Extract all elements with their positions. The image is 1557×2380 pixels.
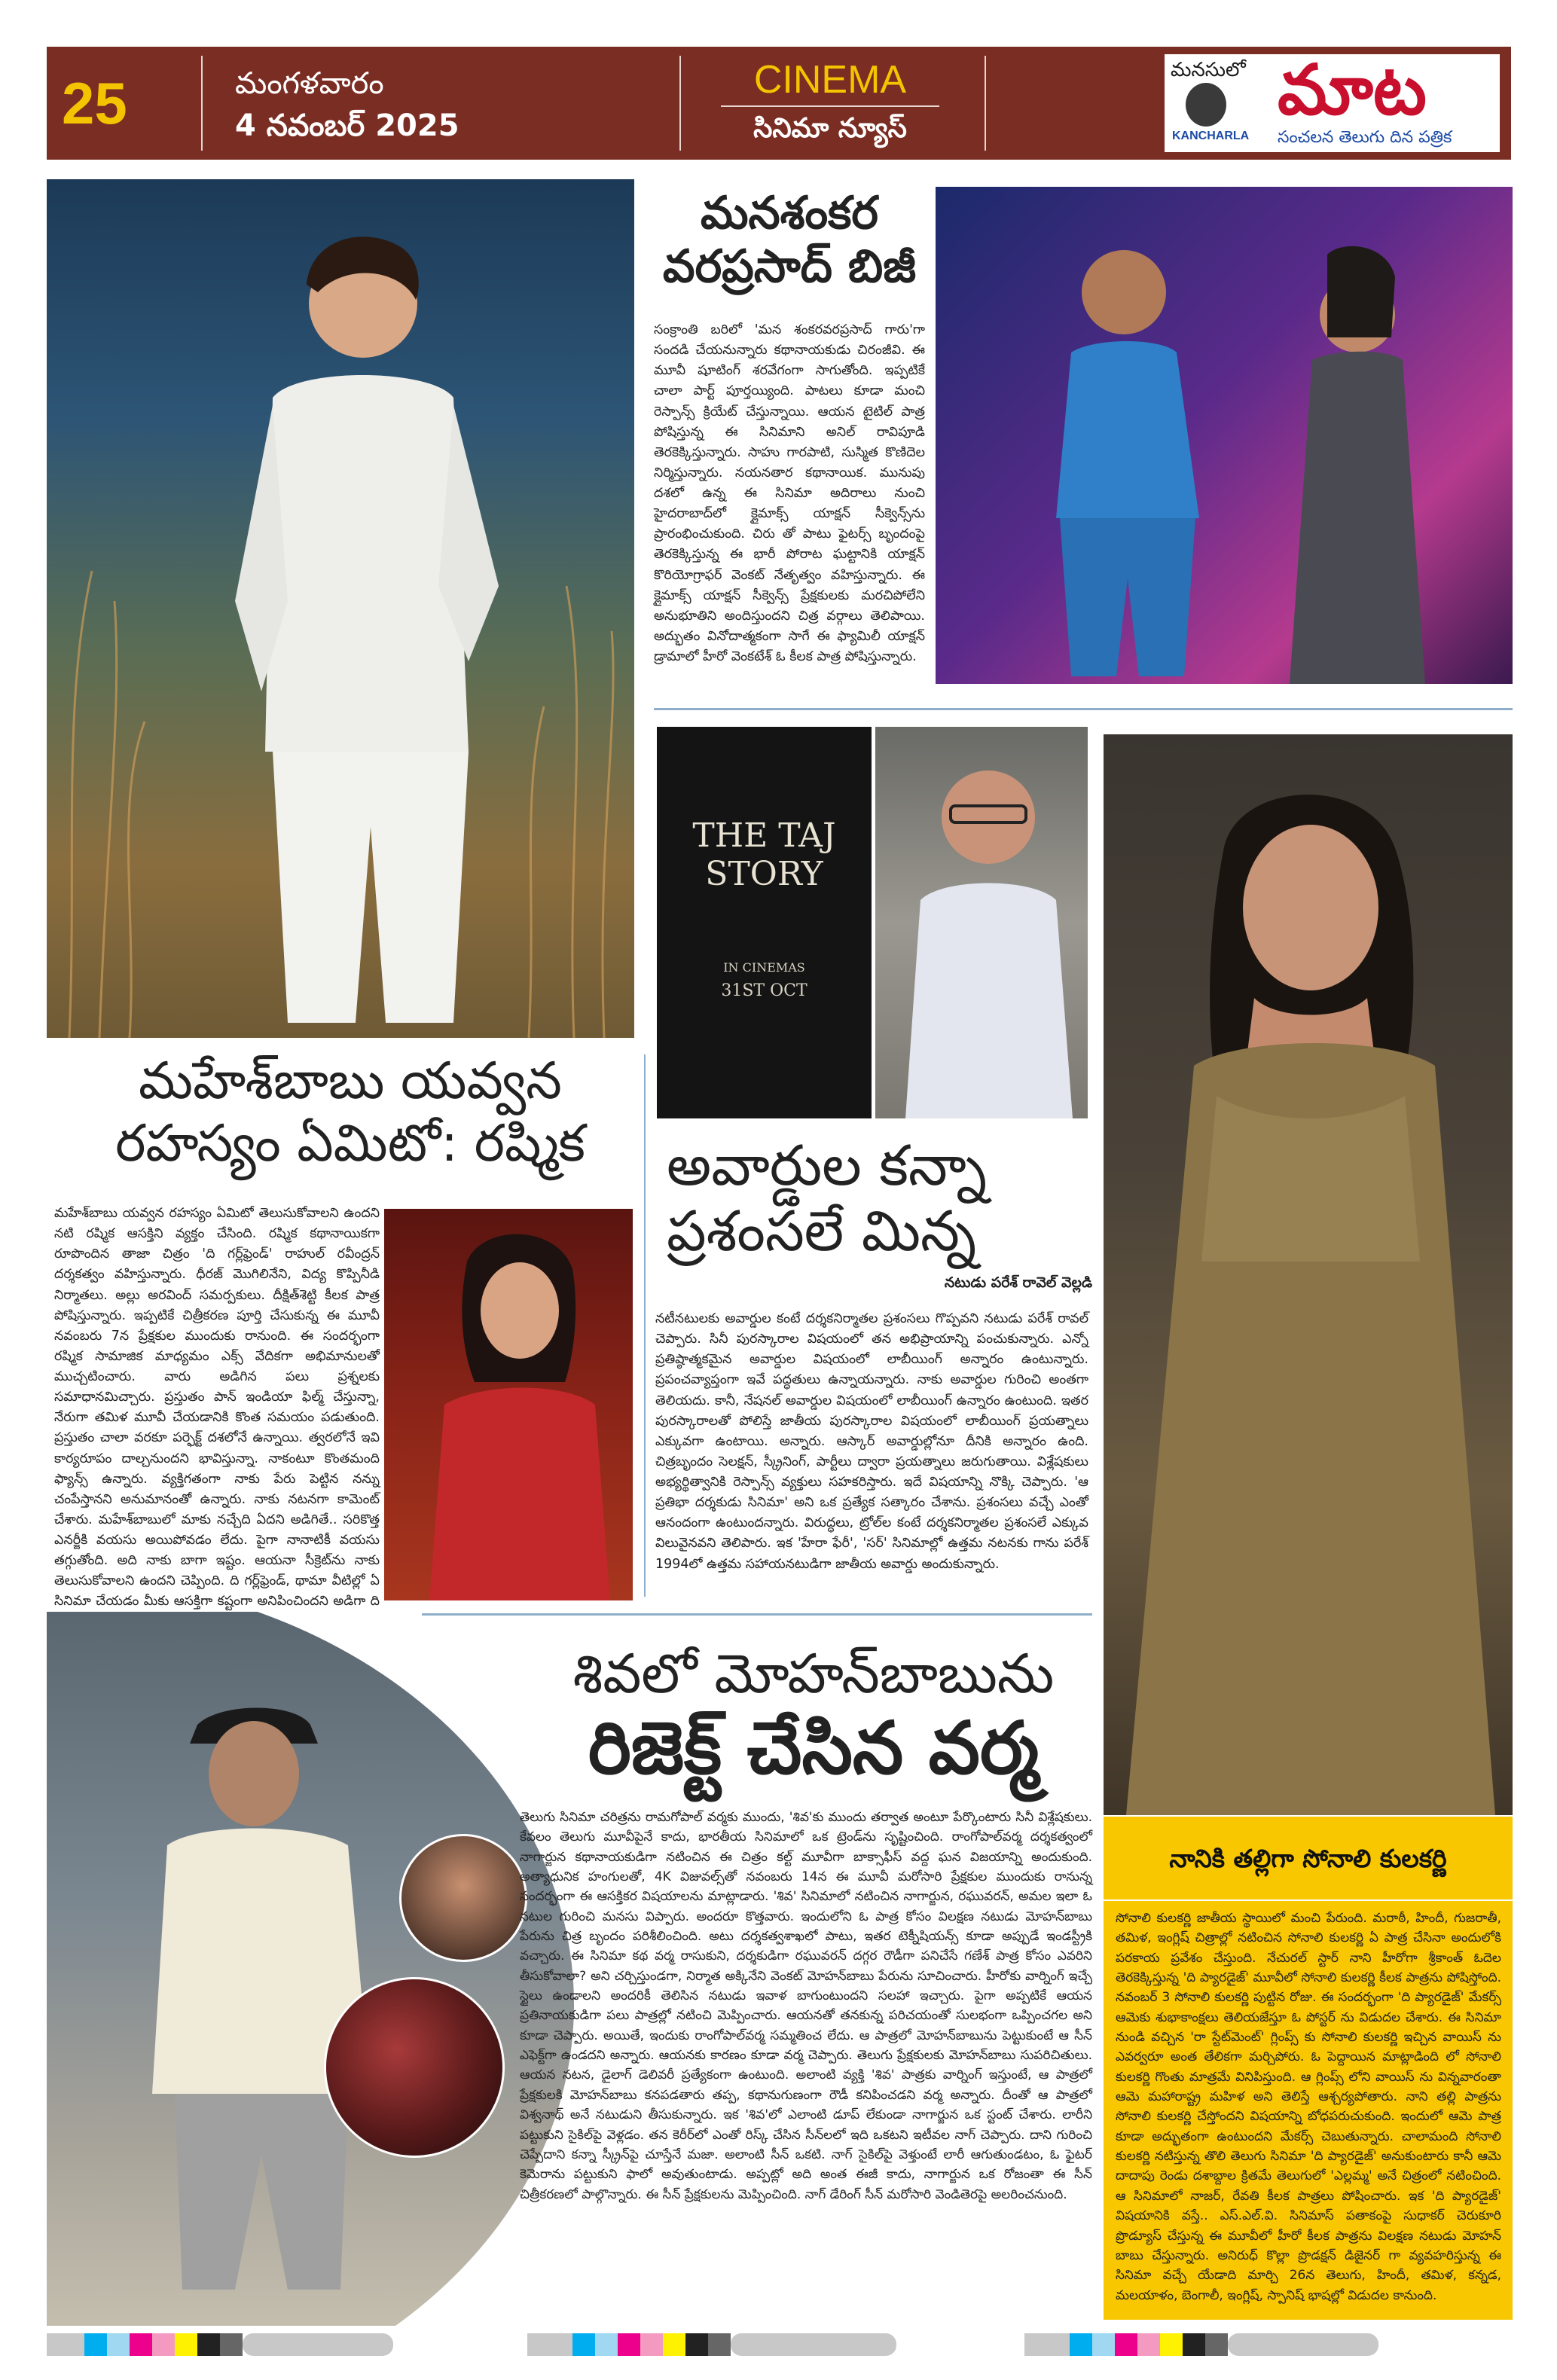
paresh-headline-line1: అవార్డుల కన్నా [667,1134,987,1198]
rashmika-headline-line1: మహేశ్‌బాబు యవ్వన [139,1051,562,1111]
chiranjeevi-headline-line1: మనశంకర [701,187,878,240]
varma-article-body: తెలుగు సినిమా చరిత్రను రామగోపాల్ వర్మకు ముందు, 'శివ'కు ముందు తర్వాత అంటూ పేర్కొంటారు సినీ విశ్లేషకులు. కేవలం తెలుగు మూవీపైనే కాదు, భారతీయ సినిమాలో ఒక ట్రెండ్‌ను సృష్టించింది. రాంగోపాల్‌వర్మ దర్శకత్వంలో నాగార్జున కథానాయకుడిగా నటించిన ఈ చిత్రం కల్ట్ మూవీగా బాక్సాఫీస్ వద్ద ఘన విజయాన్ని అందుకుంది. అత్యాధునిక హంగులతో, 4K విజువల్స్‌తో నవంబరు 14న ఈ మూవీ మరోసారి ప్రేక్షకుల ముందుకు రానున్న సందర్భంగా ఈ ఆసక్తికర విషయాలను మాట్లాడారు. 'శివ' సినిమాలో నటించిన నాగార్జున, రఘువరన్, అమల ఇలా ఓ నటుల గురించి మనసు విప్పారు. అందరూ కొత్తవారు. ఇందులోని ఓ పాత్ర కోసం విలక్షణ నటుడు మోహన్‌బాబు పేరును చిత్ర బృందం పరిశీలించింది. అటు దర్శకత్వశాఖలో పాటు, ఇతర టెక్నీషియన్స్ కూడా అప్పుడే ఇండస్ట్రీకి వచ్చారు. ఈ సినిమా కథ వర్మ రాసుకుని, దర్శకుడిగా రఘువరన్ దగ్గర రౌడీగా పనిచేసే గణేశ్ పాత్ర కోసం ఎవరిని తీసుకోవాలా? అని చర్చిస్తుండగా, నిర్మాత అక్కినేని వెంకట్ మోహన్‌బాబు పేరును సూచించారు. హీరోకు వార్నింగ్ ఇచ్చే స్టైలు ఉండాలని అందరికీ తెలిసిన నటుడు ఇవాళ బాగుంటుందని సలహా ఇచ్చారు. పైగా అప్పటికే ఆయన ప్రతినాయకుడిగా పలు పాత్రల్లో నటించి మెప్పించారు. ఆయనతో తనకున్న పరిచయంతో సులభంగా ఒప్పించగల అని కూడా చెప్పారు. అయితే, ఇందుకు రాంగోపాల్‌వర్మ సమ్మతించ లేదు. ఆ పాత్రలో మోహన్‌బాబును పెట్టుకుంటే ఆ సీన్ ఎఫెక్ట్‌గా ఉండదని అన్నారు. ఆయనకు కారణం కూడా వర్మ చెప్పారు. తెలుగు ప్రేక్షకులకు మోహన్‌బాబు సుపరిచితులు. ఆయన నటన, డైలాగ్ డెలివరీ ప్రత్యేకంగా ఉంటుంది. అలాంటి వ్యక్తి 'శివ' పాత్రకు వార్నింగ్ ఇస్తుంటే, ఆ పాత్రలో ప్రేక్షకులకి మోహన్‌బాబు కనపడతారు తప్ప, కథానుగుణంగా రౌడీ కనిపించడని వర్మ అన్నారు. దీంతో ఆ పాత్రలో విశ్వనాథ్ అనే నటుడుని తీసుకున్నారు. ఇక 'శివ'లో ఎలాంటి డూప్ లేకుండా నాగార్జున ఒక స్టంట్ చేశారు. లారీని పట్టుకుని సైకిల్‌పై వెళ్లడం. తన కెరీర్‌లో ఎంతో రిస్క్ చేసిన సీన్‌లలో ఇది ఒకటని ఇటీవల నాగ్ చెప్పారు. దాని గురించి చెప్పేదాని కన్నా స్క్రీన్‌పై చూస్తేనే మజా. అలాంటి సీన్ ఒకటి. నాగ్ సైకిల్‌పై వెళ్తుంటే లారీ ఆగుతుండటం, ఓ ఫైటర్ కెమెరాను పట్టుకుని ఫాలో అవుతుంటాడు. అప్పట్లో అది అంత ఈజీ కాదు, నాగార్జున ఒక రోజంతా ఈ సీన్ చిత్రీకరణలో పాల్గొన్నారు. ఈ సీన్ ప్రేక్షకులను మెప్పించింది. నాగ్ డేరింగ్ సీన్ మరోసారి వెండితెరపై అలరించనుంది. [520,1810,1092,2202]
ram-gopal-varma-photo [47,1612,574,2326]
section-title: CINEMA [753,58,907,102]
sonali-headline-box [1104,1817,1513,1899]
varma-headline-line1: శివలో మోహన్‌బాబును [572,1642,1055,1705]
varma-figure-illustration [47,1612,574,2326]
print-color-bar-center [527,2333,896,2356]
print-color-bar-left [47,2333,393,2356]
chiranjeevi-headline-line2: వరప్రసాద్ బిజీ [662,240,917,293]
varma-headline-line2: రిజెక్ట్ చేసిన వర్మ [588,1705,1040,1790]
sonali-article-body: సోనాలి కులకర్ణి జాతీయ స్థాయిలో మంచి పేరుంది. మరాఠీ, హిందీ, గుజరాతీ, తమిళ, ఇంగ్లిష్ చిత్రాల్లో నటించిన సోనాలి కులకర్ణి ఏ పాత్ర చేసినా అందులోకి పరకాయ ప్రవేశం చేస్తుంది. నేచురల్ స్టార్ నాని హీరోగా శ్రీకాంత్ ఓదెల తెరకెక్కిస్తున్న 'ది ప్యారడైజ్' మూవీలో సోనాలి కులకర్ణి కీలక పాత్రను పోషిస్తోంది. నవంబర్ 3 సోనాలి కులకర్ణి పుట్టిన రోజు. ఈ సందర్భంగా 'ది ప్యారడైజ్' మేకర్స్ ఆమెకు శుభాకాంక్షలు తెలియజేస్తూ ఓ పోస్టర్ ను విడుదల చేశారు. ఈ సినిమా నుండి వచ్చిన 'రా స్టేట్‌మెంట్' గ్లింప్స్ కు సోనాలి కులకర్ణి ఇచ్చిన వాయిస్ ను ఎవర్వరూ అంత తేలికగా మర్చిపోరు. ఓ పెద్దాయిన మాట్లాడింది లో సోనాలి కులకర్ణి గొంతు మాత్రమే వినిపిస్తుంది. ఆ గ్లింప్స్ లోని వాయిస్ ను విన్నవారంతా ఆమె మహారాష్ట్ర మహిళ అని తెలిస్తే ఆశ్చర్యపోతారు. నాని తల్లి పాత్రను సోనాలి కులకర్ణి చేస్తోందని విషయాన్ని బోధపరుచుకుంది. ఇందులో ఆమె పాత్ర కూడా అద్భుతంగా ఉంటుందని మేకర్స్ చెబుతున్నారు. చాలామంది సోనాలి కులకర్ణి నటిస్తున్న తొలి తెలుగు సినిమా 'ది ప్యారడైజ్' అనుకుంటారు కానీ ఆమె దాదాపు రెండు దశాబ్దాల క్రితమే తెలుగులో 'ఎల్లమ్మ' అనే చిత్రంలో నటించింది. ఆ సినిమాలో నాజర్, రేవతి కీలక పాత్రలు పోషించారు. ఇక 'ది ప్యారడైజ్' విషయానికి వస్తే.. ఎస్.ఎల్.వి. సినిమాస్ పతాకంపై సుధాకర్ చెరుకూరి ప్రొడ్యూస్ చేస్తున్న ఈ మూవీలో హీరో కీలక పాత్రను విలక్షణ నటుడు మోహన్ బాబు చేస్తున్నారు. అనిరుధ్ కొల్లా ప్రొడక్షన్ డిజైనర్ గా వ్యవహరిస్తున్న ఈ సినిమా వచ్చే యేడాది మార్చి 26న తెలుగు, హిందీ, తమిళ, కన్నడ, మలయాళం, బెంగాలీ, ఇంగ్లిష్, స్పానిష్ భాషల్లో విడుదల కానుంది. [1116,1911,1501,2303]
poster-line1: IN CINEMAS [723,960,805,975]
rashmika-headline [56,1051,644,1176]
newspaper-logo [1165,50,1500,152]
logo-top-text: మనసులో [1171,59,1246,81]
section-rule [654,708,1513,710]
section-underline [721,105,939,107]
paresh-figure-illustration [875,727,1088,1118]
header-date: 4 నవంబర్ 2025 [235,108,459,143]
rashmika-photo [384,1209,633,1600]
poster-line2: 31ST OCT [721,981,808,1000]
chiranjeevi-headline [654,187,925,294]
paresh-article-body: నటీనటులకు అవార్డుల కంటే దర్శకనిర్మాతల ప్రశంసలు గొప్పవని నటుడు పరేశ్ రావల్ చెప్పారు. సినీ పురస్కారాల విషయంలో తన అభిప్రాయాన్ని పంచుకున్నారు. ఎన్నో ప్రతిష్ఠాత్మకమైన అవార్డుల విషయంలో లాబీయింగ్ అన్నారం ఉంటున్నారు. ప్రపంచవ్యాప్తంగా ఇవే పద్ధతులు ఉన్నాయన్నారు. నాకు అవార్డుల గురించి అంతగా తెలియదు. కానీ, నేషనల్ అవార్డుల విషయంలో లాబీయింగ్ ఉన్నారం ఉంటుంది. ఇతర పురస్కారాలతో పోలిస్తే జాతీయ పురస్కారాల విషయంలో లాబీయింగ్ ప్రయత్నాలు ఎక్కువగా ఉంటాయి. అన్నారు. ఆస్కార్ అవార్డుల్లోనూ దీనికి అన్నారం ఉంది. చిత్రబృందం సెలక్షన్, స్క్రీనింగ్, పార్టీలు ద్వారా ప్రయత్నాలు జరుగుతాయి. విశ్లేషకులు అభ్యర్థిత్వానికి రెస్పాన్స్ వ్యక్తులు సహకరిస్తారు. ఇదే విషయాన్ని నొక్కి చెప్పారు. 'ఆ ప్రతిభా దర్శకుడు సినిమా' అని ఒక ప్రత్యేక సత్కారం చేశాను. ప్రశంసలు వచ్చే ఎంతో ఆనందంగా ఉంటుందన్నారు. విరుద్ధలు, ట్రోల్‌ల కంటే దర్శకనిర్మాతల ప్రశంసలే ఎక్కువ విలువైనవని తెలిపారు. ఇక 'హేరా ఫేరీ', 'సర్' సినిమాల్లో ఉత్తమ నటనకు గాను పరేశ్ 1994లో ఉత్తమ సహాయనటుడిగా జాతీయ అవార్డు అందుకున్నారు. [655,1311,1088,1572]
paresh-kicker: నటుడు పరేశ్ రావెల్ వెల్లడి [944,1274,1092,1291]
taj-story-poster [657,727,872,1118]
sonali-headline: నానికి తల్లిగా సోనాలి కులకర్ణి [1169,1844,1447,1873]
mahesh-figure-illustration [47,179,634,1038]
sonali-kulkarni-photo [1104,734,1513,1815]
logo-tagline: సంచలన తెలుగు దిన పత్రిక [1278,128,1452,147]
shiva-poster-inset [324,1977,505,2158]
logo-portrait-icon [1186,83,1226,127]
column-rule [644,1054,646,1597]
print-color-bar-right [1024,2333,1378,2356]
chiranjeevi-figure-illustration [936,187,1513,684]
varma-headline [527,1642,1100,1791]
paresh-headline-line2: ప్రశంసలే మిన్న [667,1199,976,1265]
sonali-body-box [1104,1901,1513,2320]
rashmika-article-body: మహేశ్‌బాబు యవ్వన రహస్యం ఏమిటో తెలుసుకోవాలని ఉందని నటి రష్మిక ఆసక్తిని వ్యక్తం చేసింది. రష్మిక కథానాయికగా రూపొందిన తాజా చిత్రం 'ది గర్ల్‌ఫ్రెండ్' రాహుల్ రవీంద్రన్ దర్శకత్వం వహిస్తున్నారు. ధీరజ్ మొగిలినేని, విద్య కొప్పినీడి నిర్మాతలు. అల్లు అరవింద్ సమర్పకులు. దీక్షిత్‌శెట్టి కీలక పాత్ర పోషిస్తున్నారు. ఇప్పటికే చిత్రీకరణ పూర్తి చేసుకున్న ఈ మూవీ నవంబరు 7న ప్రేక్షకుల ముందుకు రానుంది. ఈ సందర్భంగా రష్మిక సామాజిక మాధ్యమం ఎక్స్ వేదికగా అభిమానులతో ముచ్చటించారు. వారు అడిగిన పలు ప్రశ్నలకు సమాధానమిచ్చారు. ప్రస్తుతం పాన్ ఇండియా ఫిల్మ్ చేస్తున్నా, నేరుగా తమిళ మూవీ చేయడానికి కొంత సమయం పడుతుంది. ప్రస్తుతం చాలా వరకూ పర్ఫెక్ట్ దశలోనే ఉన్నాయి. త్వరలోనే ఇవి కార్యరూపం దాల్చనుందని భావిస్తున్నా. నాకంటూ కొంతమంది ఫ్యాన్స్ ఉన్నారు. వ్యక్తిగతంగా నాకు పేరు పెట్టిన నన్ను చంపేస్తానని అనుమానంతో ఉన్నారు. నాకు నటనగా కామెంట్ చేశారు. మహేశ్‌బాబులో మాకు నచ్చేది ఏదని అడిగితే.. సరికొత్త ఎనర్జీకి వయసు అయిపోవడం లేదు. పైగా నానాటికీ వయసు తగ్గుతోంది. అది నాకు బాగా ఇష్టం. ఆయనా సీక్రెట్‌ను నాకు తెలుసుకోవాలని ఉందని చెప్పింది. ది గర్ల్‌ఫ్రెండ్, థామా వీటిల్లో ఏ సినిమా చేయడం మీకు ఆసక్తిగా కష్టంగా అనిపించిందని అడిగా ది [54,1206,380,1610]
poster-title: THE TAJ STORY [692,816,836,893]
page-number: 25 [62,70,127,136]
logo-main-text: మాట [1278,50,1427,130]
chiranjeevi-article-body: సంక్రాంతి బరిలో 'మన శంకరవరప్రసాద్ గారు'గా సందడి చేయనున్నారు కథానాయకుడు చిరంజీవి. ఈ మూవీ షూటింగ్ శరవేగంగా సాగుతోంది. ఇప్పటికే చాలా పార్ట్ పూర్తయ్యింది. పాటలు కూడా మంచి రెస్పాన్స్ క్రియేట్ చేస్తున్నాయి. ఆయన టైటిల్ పాత్ర పోషిస్తున్న ఈ సినిమాని అనిల్ రావిపూడి తెరకెక్కిస్తున్నారు. సాహు గారపాటి, సుస్మిత కొణిదెల నిర్మిస్తున్నారు. నయనతార కథానాయిక. మునుపు దశలో ఉన్న ఈ సినిమా అదిరాలు నుంచి హైదరాబాద్‌లో క్లైమాక్స్ యాక్షన్ సీక్వెన్స్‌ను ప్రారంభించుకుంది. చిరు తో పాటు ఫైటర్స్ బృందంపై తెరకెక్కిస్తున్న ఈ భారీ పోరాట ఘట్టానికి యాక్షన్ కొరియోగ్రాఫర్ వెంకట్ నేతృత్వం వహిస్తున్నారు. ఈ క్లైమాక్స్ యాక్షన్ సీక్వెన్స్ ప్రేక్షకులకు మరచిపోలేని అనుభూతిని అందిస్తుందని చిత్ర వర్గాలు తెలిపాయి. అద్భుతం వినోదాత్మకంగా సాగే ఈ ఫ్యామిలీ యాక్షన్ డ్రామాలో హీరో వెంకటేశ్ ఓ కీలక పాత్ర పోషిస్తున్నారు. [654,322,925,664]
mahesh-babu-photo [47,179,634,1038]
mohan-babu-inset-photo [399,1834,527,1962]
header-divider [679,56,681,151]
sonali-figure-illustration [1104,734,1513,1815]
header-divider [985,56,986,151]
rashmika-headline-line2: రహస్యం ఏమిటో: రష్మిక [115,1113,585,1173]
chiranjeevi-nayanthara-photo [936,187,1513,684]
header-divider [201,56,203,151]
logo-name: KANCHARLA [1172,130,1250,142]
masthead [47,47,1511,160]
paresh-headline [667,1134,1088,1265]
section-subtitle: సినిమా న్యూస్ [753,113,907,144]
header-day: మంగళవారం [235,66,384,101]
section-rule [422,1613,1092,1616]
paresh-rawal-photo [875,727,1088,1118]
rashmika-figure-illustration [384,1209,633,1600]
